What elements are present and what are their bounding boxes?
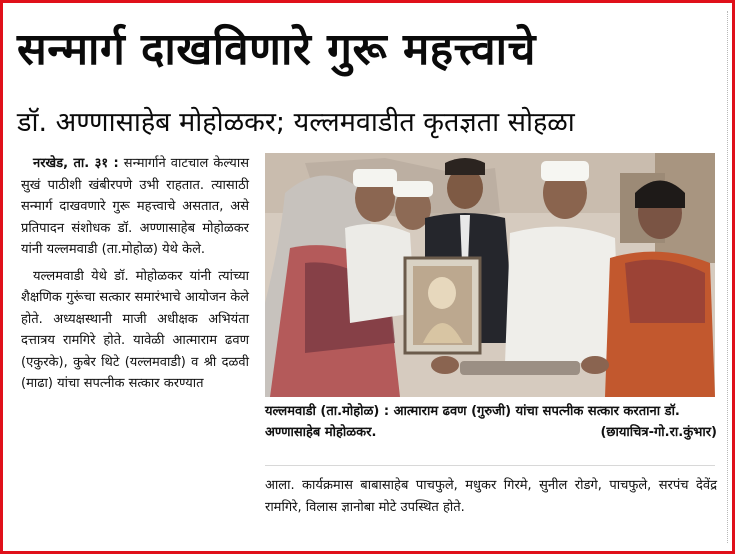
paragraph-2 [21,266,249,395]
photo-caption: यल्लमवाडी (ता.मोहोळ) : आत्माराम ढवण (गुरुजी) यांचा सपत्नीक सत्कार करताना डॉ. अण्णासाहेब मोहोळकर. [265,404,680,440]
article-continuation: आला. कार्यक्रमास बाबासाहेब पाचफुले, मधुकर गिरमे, सुनील रोडगे, पाचफुले, सरपंच देवेंद्र रामगिरे, विलास ज्ञानोबा मोटे उपस्थित होते. [265,478,717,515]
headline: सन्मार्ग दाखविणारे गुरू महत्त्वाचे [17,24,536,75]
paragraph-1-text: सन्मार्गाने वाटचाल केल्यास सुखं पाठीशी खंबीरपणे उभी राहतात. त्यासाठी सन्मार्ग दाखवणारे गुरू महत्त्वाचे असतात, असे प्रतिपादन संशोधक डॉ. अण्णासाहेब मोहोळकर यांनी यल्लमवाडी (ता.मोहोळ) येथे केले. [21,156,249,257]
paragraph-1 [21,153,249,261]
felicitation-photo [265,153,715,397]
paragraph-2-text: यल्लमवाडी येथे डॉ. मोहोळकर यांनी त्यांच्या शैक्षणिक गुरूंचा सत्कार समारंभाचे आयोजन केले होते. अध्यक्षस्थानी माजी अधीक्षक अभियंता दत्तात्रय रामगिरे होते. यावेळी आत्माराम ढवण (एकुरके), कुबेर थिटे (यल्लमवाडी) व श्री दळवी (माढा) यांचा सपत्नीक सत्कार करण्यात [21,268,249,391]
subheadline: डॉ. अण्णासाहेब मोहोळकर; यल्लमवाडीत कृतज्ञता सोहळा [17,107,575,138]
caption-divider [265,465,715,466]
article-body-column [21,153,249,533]
photo-credit: (छायाचित्र-गो.रा.कुंभार) [600,425,717,440]
photo-illustration [265,153,715,397]
photo-caption-block [265,401,717,443]
dateline: नरखेड, ता. ३१ : [33,156,119,171]
page-edge-scrollbar[interactable] [727,11,732,543]
